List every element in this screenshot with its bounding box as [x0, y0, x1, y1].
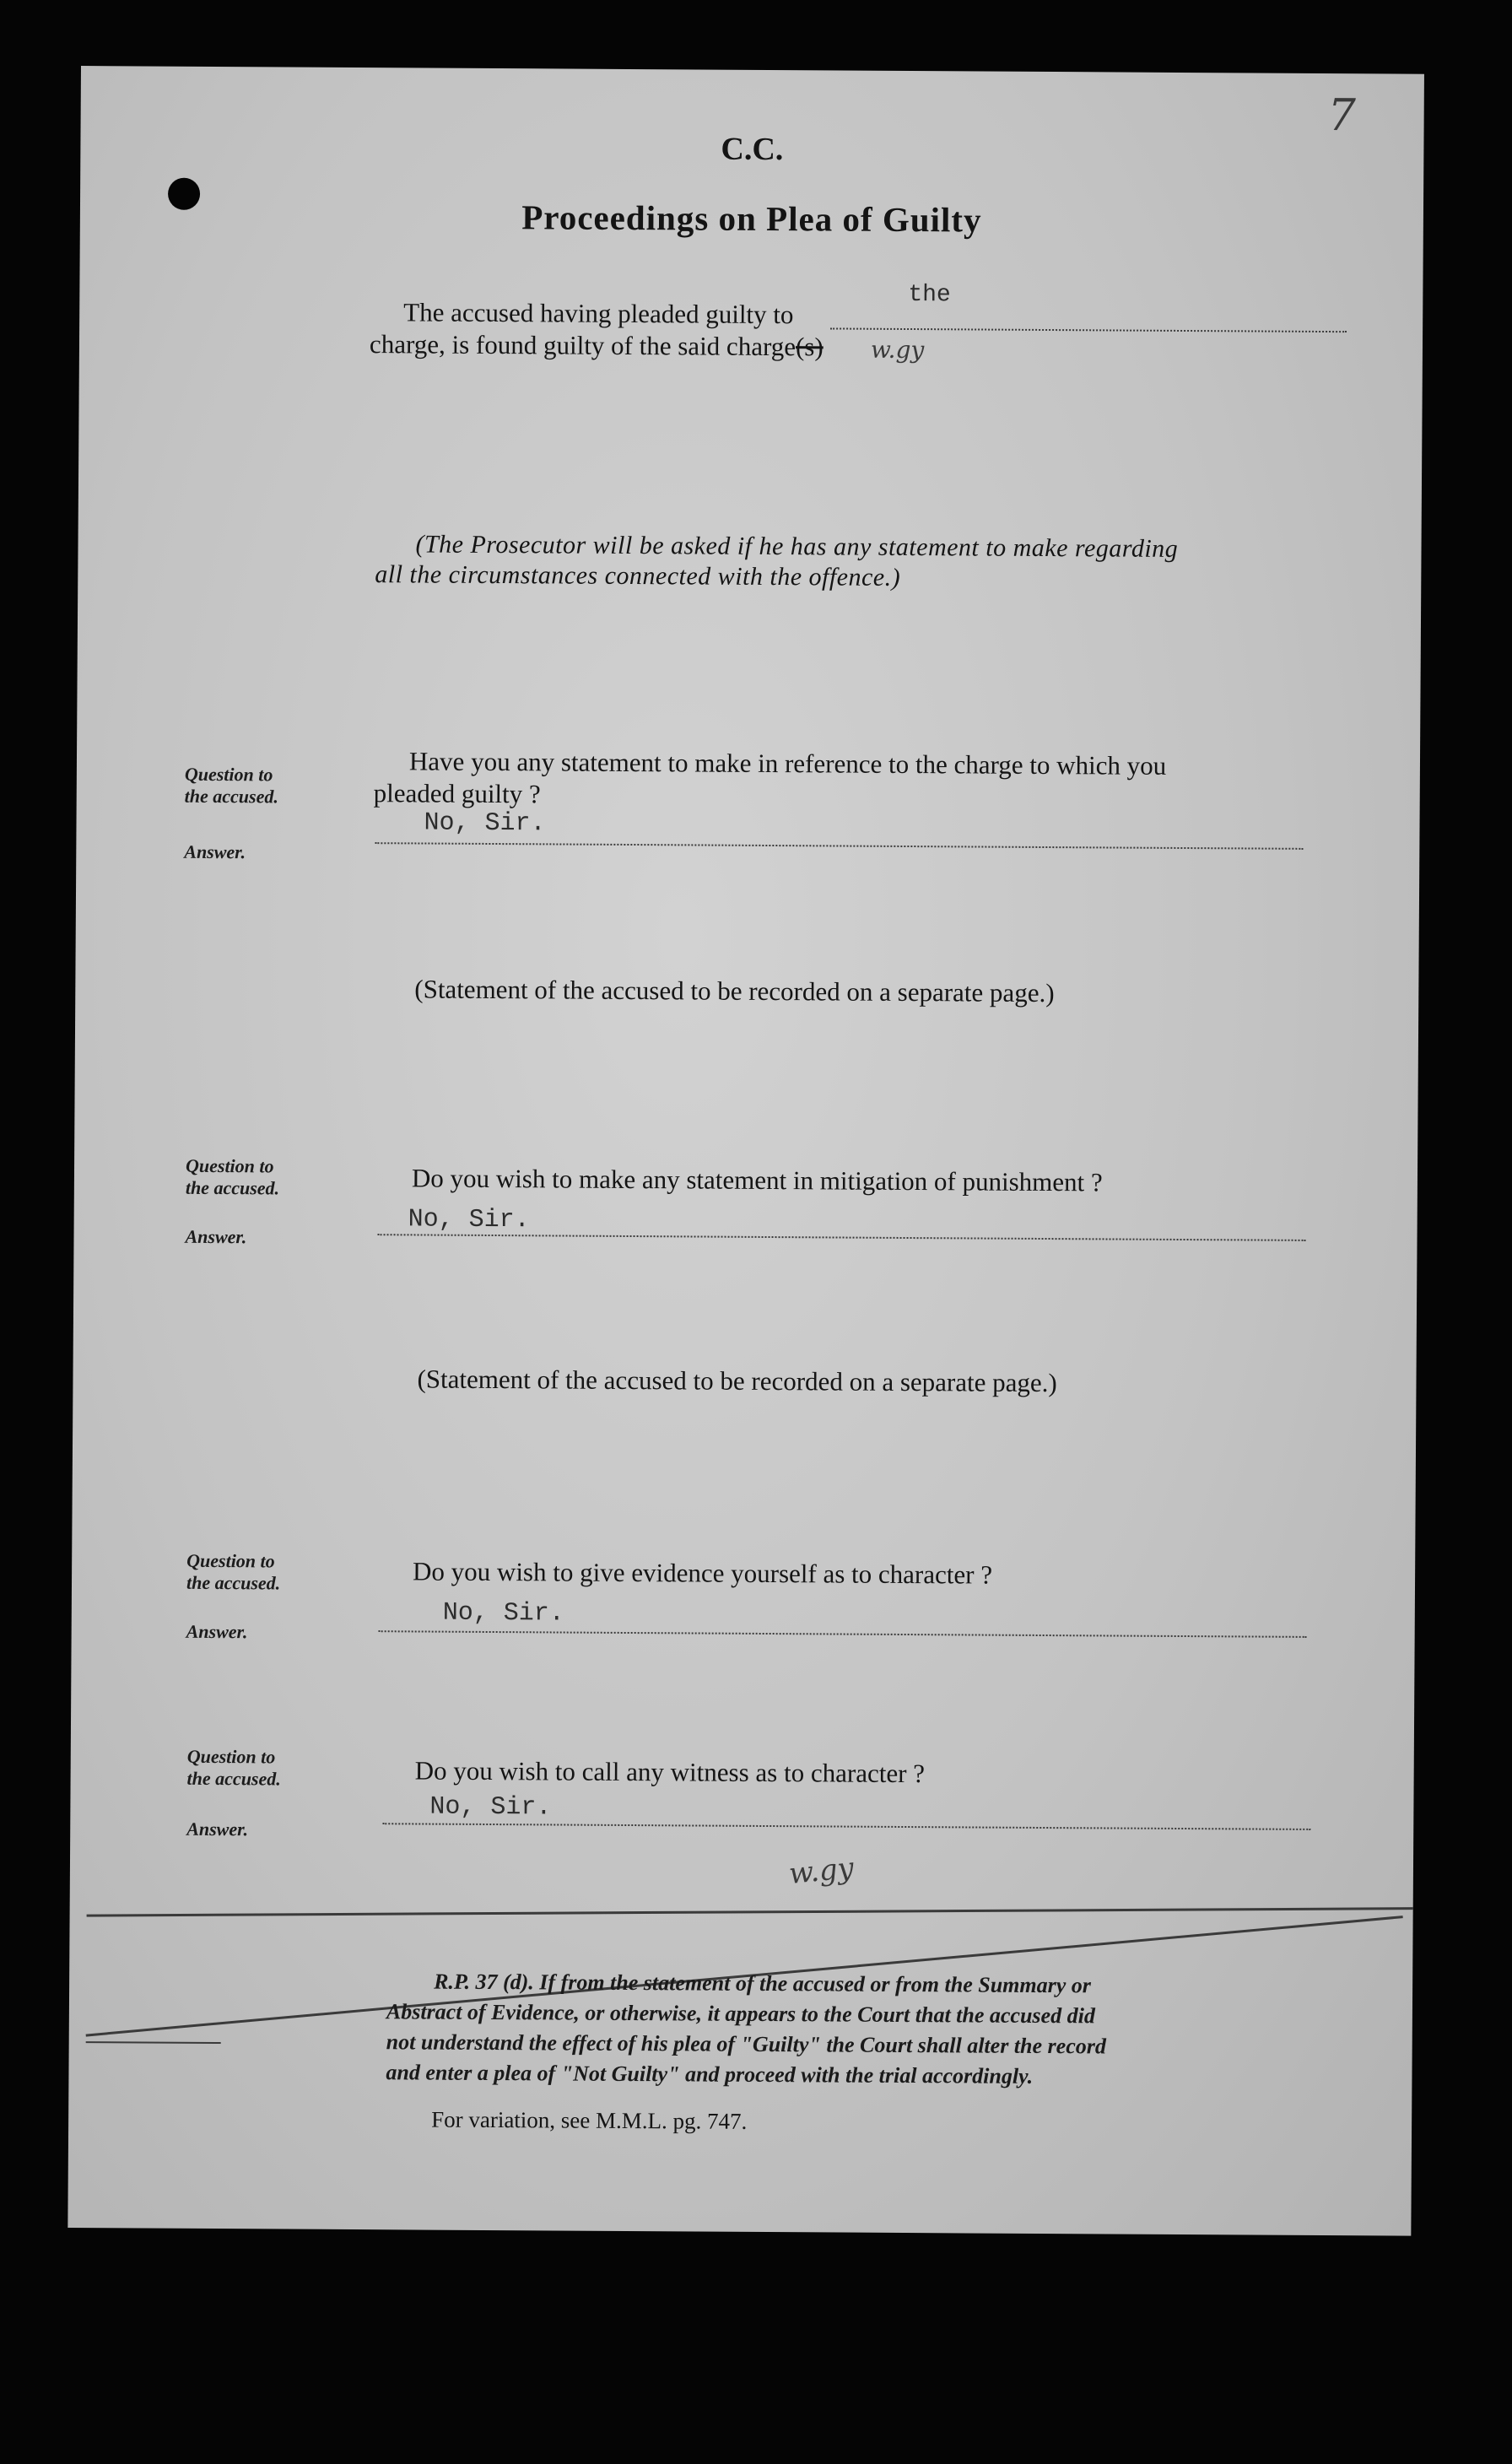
answer-label: Answer.	[186, 1818, 249, 1840]
strike-line-short	[86, 2042, 221, 2043]
question-label	[185, 764, 279, 808]
answer-value: No, Sir.	[424, 808, 546, 839]
question-label-line-1: Question to	[185, 1154, 274, 1177]
question-label-line-1: Question to	[186, 1549, 275, 1572]
question-text-line-2: pleaded guilty ?	[373, 778, 541, 809]
strike-line-top	[87, 1900, 1413, 1924]
finding-initials: w.gy	[870, 335, 925, 365]
question-label	[186, 1550, 281, 1595]
rule-note-line-3: not understand the effect of his plea of "Guilty" the Court shall alter the record	[386, 2029, 1106, 2059]
prosecutor-note-line-1: (The Prosecutor will be asked if he has any statement to make regarding	[415, 530, 1179, 563]
answer-dotted-line	[378, 1234, 1306, 1241]
answer-value: No, Sir.	[442, 1598, 564, 1629]
answer-dotted-line	[375, 842, 1303, 850]
rule-note	[386, 1966, 1106, 2092]
question-label-line-1: Question to	[186, 1745, 276, 1768]
answer-label: Answer.	[185, 1225, 247, 1248]
question-label	[187, 1746, 282, 1791]
question-text-line-1: Do you wish to call any witness as to character ?	[414, 1755, 926, 1789]
answer-label: Answer.	[184, 840, 246, 863]
form-page	[68, 66, 1424, 2236]
separate-page-note: (Statement of the accused to be recorded on a separate page.)	[414, 974, 1055, 1008]
question-label	[186, 1155, 280, 1200]
finding-line-1: The accused having pleaded guilty to	[403, 297, 794, 330]
finding-line-2	[370, 329, 824, 362]
answer-value: No, Sir.	[429, 1792, 552, 1823]
answer-value: No, Sir.	[408, 1205, 530, 1235]
rule-note-line-2: Abstract of Evidence, or otherwise, it appears to the Court that the accused did	[386, 1999, 1095, 2029]
question-label-line-1: Question to	[184, 763, 273, 786]
finding-dotted-line	[830, 327, 1347, 332]
answer-label: Answer.	[186, 1620, 248, 1643]
form-code: C.C.	[721, 131, 784, 168]
finding-fill: the	[908, 281, 951, 309]
question-text-line-1: Have you any statement to make in reference to the charge to which you	[408, 746, 1167, 781]
question-label-line-2: the accused.	[186, 1571, 281, 1594]
form-title: Proceedings on Plea of Guilty	[521, 197, 982, 240]
finding-line-2-text: charge, is found guilty of the said charge	[369, 329, 796, 362]
separate-page-note: (Statement of the accused to be recorded on a separate page.)	[417, 1364, 1057, 1398]
struck-initials: w.gy	[787, 1851, 856, 1892]
rule-note-line-1: R.P. 37 (d). If from the statement of the accused or from the Summary or	[434, 1969, 1092, 1998]
question-label-line-2: the accused.	[184, 785, 278, 808]
prosecutor-note-line-2: all the circumstances connected with the offence.)	[375, 560, 901, 592]
question-label-line-2: the accused.	[185, 1176, 280, 1199]
variation-note: For variation, see M.M.L. pg. 747.	[431, 2106, 748, 2134]
question-text-line-1: Do you wish to make any statement in mitigation of punishment ?	[411, 1163, 1103, 1197]
corner-page-mark: 7	[1327, 90, 1356, 142]
finding-plural-mark: (s)	[795, 332, 824, 362]
question-label-line-2: the accused.	[186, 1767, 281, 1790]
answer-dotted-line	[379, 1630, 1307, 1638]
rule-note-line-4: and enter a plea of "Not Guilty" and proceed with the trial accordingly.	[386, 2060, 1034, 2088]
question-text-line-1: Do you wish to give evidence yourself as to character ?	[413, 1556, 993, 1590]
